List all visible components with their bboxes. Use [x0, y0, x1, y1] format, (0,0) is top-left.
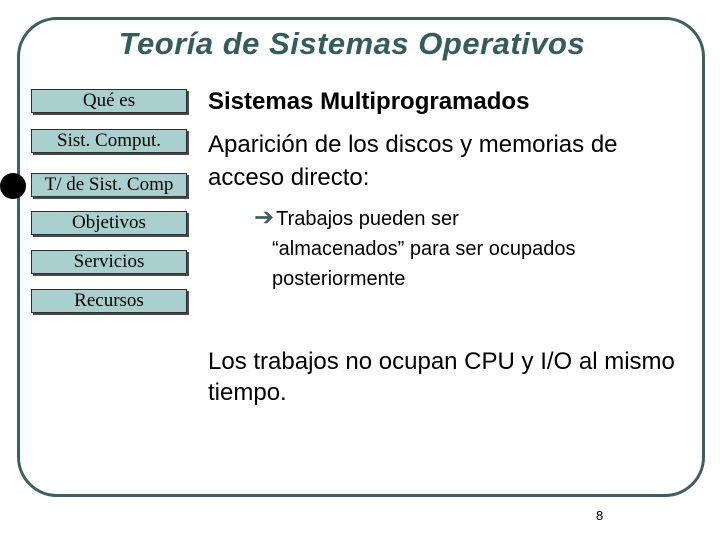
subpoint-line-2: “almacenados” para ser ocupados posteriormente: [272, 238, 576, 290]
nav-button-que-es[interactable]: Qué es: [31, 89, 187, 113]
nav-button-t-de-sist-comp[interactable]: T/ de Sist. Comp: [31, 173, 187, 197]
arrow-right-icon: ➔: [254, 204, 275, 231]
content-subpoint: [254, 203, 594, 294]
nav-button-objetivos[interactable]: Objetivos: [31, 211, 187, 235]
content-paragraph-2: Los trabajos no ocupan CPU y I/O al mismo tiempo.: [208, 348, 675, 406]
subpoint-line-1: Trabajos pueden ser: [276, 208, 459, 230]
bullet-dot-icon: [0, 173, 26, 199]
page-number: 8: [596, 508, 604, 523]
content-paragraph-1: Aparición de los discos y memorias de acceso directo:: [208, 131, 618, 191]
slide-title: Teoría de Sistemas Operativos: [118, 26, 586, 61]
nav-button-servicios[interactable]: Servicios: [31, 250, 187, 274]
nav-button-sist-comput[interactable]: Sist. Comput.: [31, 129, 187, 153]
content-heading: Sistemas Multiprogramados: [208, 88, 530, 115]
nav-button-recursos[interactable]: Recursos: [31, 289, 187, 313]
